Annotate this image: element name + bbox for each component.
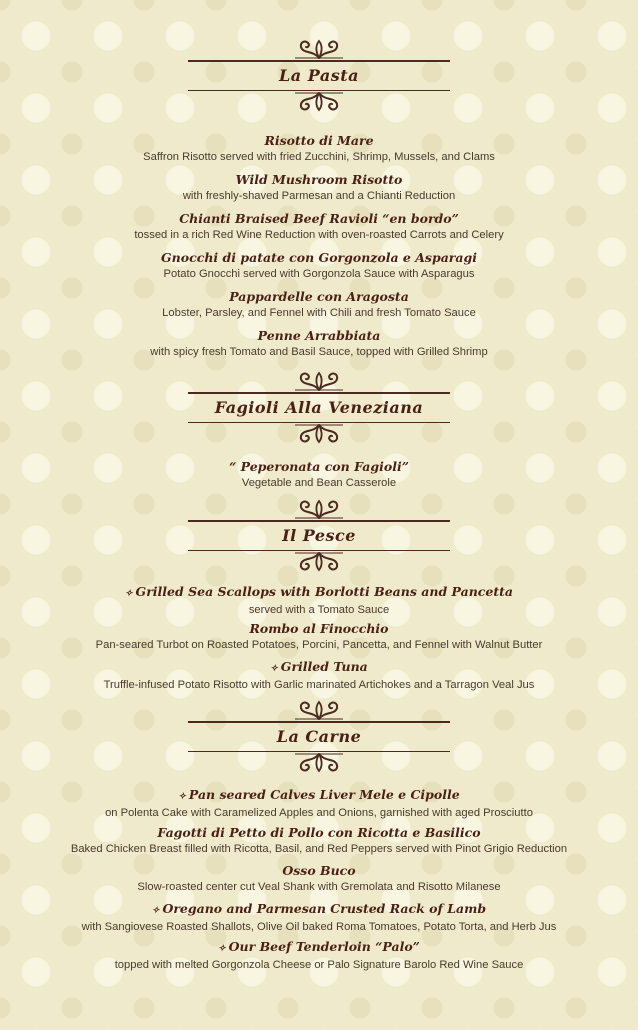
dish-name: ✧ Grilled Sea Scallops with Borlotti Beans and Pancetta <box>124 584 513 599</box>
menu-item <box>0 862 638 895</box>
dish-name: Osso Buco <box>282 863 356 878</box>
menu-item <box>0 288 638 321</box>
dish-description: with Sangiovese Roasted Shallots, Olive Oil baked Roma Tomatoes, Potato Torta, and Herb Jus <box>81 921 557 933</box>
dish-description: served with a Tomato Sauce <box>248 604 390 616</box>
menu-item <box>0 786 638 821</box>
menu-item <box>0 132 638 165</box>
recommended-marker-icon: ✧ <box>270 664 278 674</box>
dish-name: Wild Mushroom Risotto <box>235 172 403 187</box>
flourish-icon <box>291 38 347 60</box>
dish-name: Risotto di Mare <box>264 133 374 148</box>
section-header-pesce <box>0 498 638 573</box>
menu-item <box>0 171 638 204</box>
recommended-marker-icon: ✧ <box>178 792 186 802</box>
dish-name: Rombo al Finocchio <box>249 621 389 636</box>
menu-item <box>0 938 638 973</box>
dish-description: tossed in a rich Red Wine Reduction with oven-roasted Carrots and Celery <box>134 229 504 241</box>
section-header-fagioli <box>0 370 638 445</box>
menu-item <box>0 824 638 857</box>
dish-name: Chianti Braised Beef Ravioli “en bordo” <box>179 211 459 226</box>
dish-description: Potato Gnocchi served with Gorgonzola Sauce with Asparagus <box>163 268 475 280</box>
section-title: Fagioli Alla Veneziana <box>214 397 424 417</box>
dish-description: with spicy fresh Tomato and Basil Sauce, topped with Grilled Shrimp <box>150 346 488 358</box>
dish-description: Saffron Risotto served with fried Zucchini, Shrimp, Mussels, and Clams <box>143 151 495 163</box>
flourish-icon <box>291 370 347 392</box>
dish-name: ✧ Our Beef Tenderloin “Palo” <box>218 939 420 954</box>
flourish-icon <box>291 91 347 113</box>
menu-item <box>0 658 638 693</box>
dish-name: Penne Arrabbiata <box>257 328 381 343</box>
dish-description: Pan-seared Turbot on Roasted Potatoes, Porcini, Pancetta, and Fennel with Walnut Butter <box>95 639 543 651</box>
menu-item <box>0 327 638 360</box>
menu-item <box>0 620 638 653</box>
section-title: La Pasta <box>279 65 359 85</box>
dish-description: with freshly-shaved Parmesan and a Chianti Reduction <box>182 190 456 202</box>
flourish-icon <box>291 498 347 520</box>
menu-item <box>0 583 638 618</box>
flourish-icon <box>291 423 347 445</box>
menu-item <box>0 210 638 243</box>
section-header-carne <box>0 699 638 774</box>
dish-name: “ Peperonata con Fagioli” <box>229 459 409 474</box>
dish-name: ✧ Grilled Tuna <box>270 659 368 674</box>
dish-description: on Polenta Cake with Caramelized Apples and Onions, garnished with aged Prosciutto <box>105 807 533 819</box>
flourish-icon <box>291 699 347 721</box>
section-title: Il Pesce <box>282 525 356 545</box>
menu-item <box>0 249 638 282</box>
menu-item <box>0 458 638 491</box>
recommended-marker-icon: ✧ <box>124 589 133 599</box>
dish-name: ✧ Pan seared Calves Liver Mele e Cipolle <box>178 787 460 802</box>
flourish-icon <box>291 551 347 573</box>
dish-name: Gnocchi di patate con Gorgonzola e Asparagi <box>161 250 477 265</box>
dish-description: Baked Chicken Breast filled with Ricotta, Basil, and Red Peppers served with Pinot Grigio Reduction <box>70 843 568 855</box>
dish-name: Pappardelle con Aragosta <box>229 289 409 304</box>
dish-description: topped with melted Gorgonzola Cheese or Palo Signature Barolo Red Wine Sauce <box>114 959 524 971</box>
section-header-pasta <box>0 38 638 113</box>
dish-description: Lobster, Parsley, and Fennel with Chili and fresh Tomato Sauce <box>162 307 476 319</box>
dish-description: Vegetable and Bean Casserole <box>241 477 397 489</box>
dish-description: Truffle-infused Potato Risotto with Garlic marinated Artichokes and a Tarragon Veal Jus <box>103 679 535 691</box>
dish-name: Fagotti di Petto di Pollo con Ricotta e Basilico <box>157 825 481 840</box>
section-title: La Carne <box>276 726 362 746</box>
menu-item <box>0 900 638 935</box>
dish-description: Slow-roasted center cut Veal Shank with Gremolata and Risotto Milanese <box>137 881 501 893</box>
recommended-marker-icon: ✧ <box>151 906 160 916</box>
flourish-icon <box>291 752 347 774</box>
dish-name: ✧ Oregano and Parmesan Crusted Rack of Lamb <box>151 901 487 916</box>
recommended-marker-icon: ✧ <box>218 944 226 954</box>
